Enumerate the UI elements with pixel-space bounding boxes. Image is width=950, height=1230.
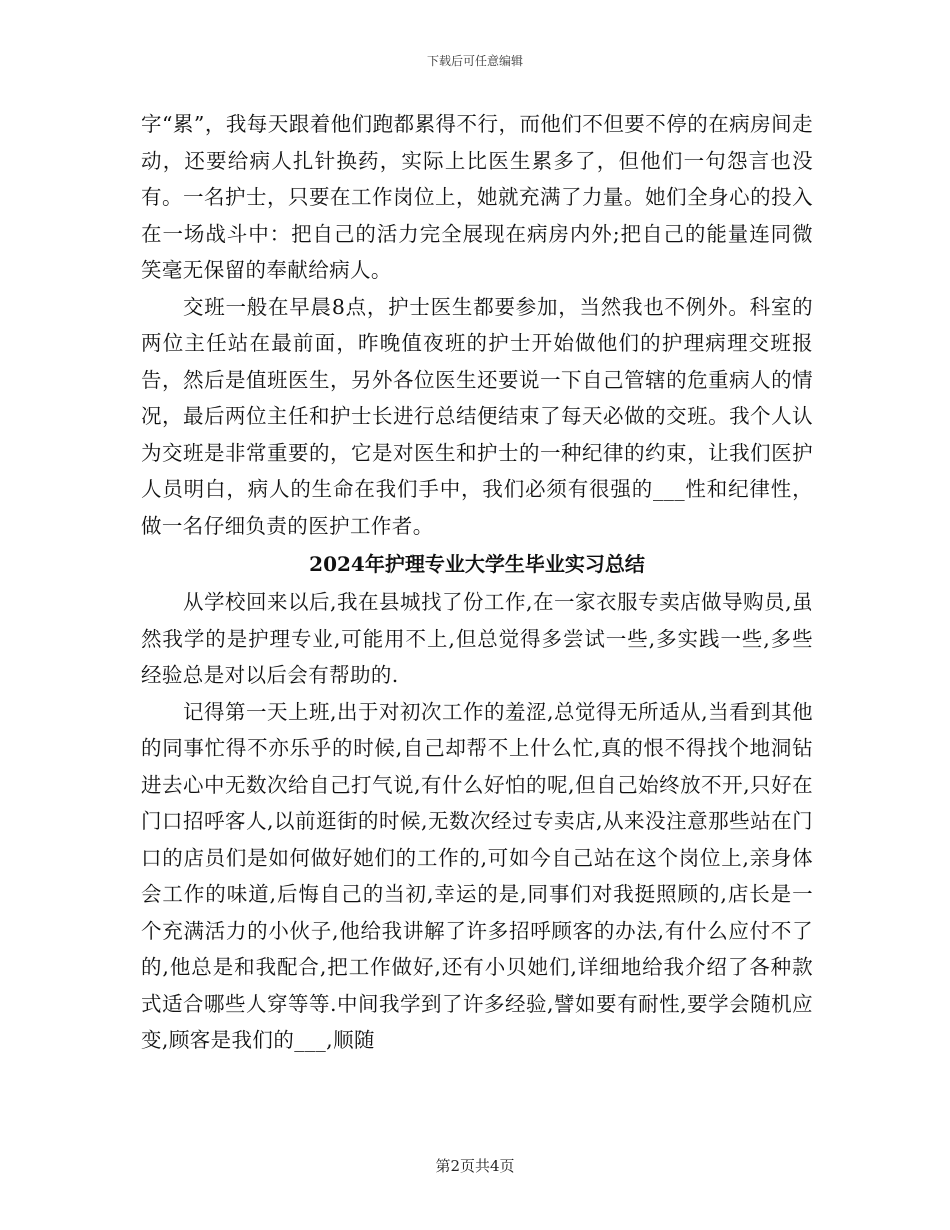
paragraph-continued: 字“累”，我每天跟着他们跑都累得不行，而他们不但要不停的在病房间走动，还要给病人扎针换药，实际上比医生累多了，但他们一句怨言也没有。一名护士，只要在工作岗位上，她就充满了力量。她们全身心的投入在一场战斗中：把自己的活力完全展现在病房内外;把自己的能量连同微笑毫无保留的奉献给病人。 [141, 112, 813, 282]
paragraph-handover: 交班一般在早晨8点，护士医生都要参加，当然我也不例外。科室的两位主任站在最前面，昨晚值夜班的护士开始做他们的护理病理交班报告，然后是值班医生，另外各位医生还要说一下自己管辖的危重病人的情况，最后两位主任和护士长进行总结便结束了每天必做的交班。我个人认为交班是非常重要的，它是对医生和护士的一种纪律的约束，让我们医护人员明白，病人的生命在我们手中，我们必须有很强的___性和纪律性，做一名仔细负责的医护工作者。 [141, 294, 813, 538]
paragraph-job-intro: 从学校回来以后,我在县城找了份工作,在一家衣服专卖店做导购员,虽然我学的是护理专业,可能用不上,但总觉得多尝试一些,多实践一些,多些经验总是对以后会有帮助的. [141, 590, 813, 687]
paragraph-first-day: 记得第一天上班,出于对初次工作的羞涩,总觉得无所适从,当看到其他的同事忙得不亦乐乎的时候,自己却帮不上什么忙,真的恨不得找个地洞钻进去心中无数次给自己打气说,有什么好怕的呢,但自己始终放不开,只好在门口招呼客人,以前逛街的时候,无数次经过专卖店,从来没注意那些站在门口的店员们是如何做好她们的工作的,可如今自己站在这个岗位上,亲身体会工作的味道,后悔自己的当初,幸运的是,同事们对我挺照顾的,店长是一个充满活力的小伙子,他给我讲解了许多招呼顾客的办法,有什么应付不了的,他总是和我配合,把工作做好,还有小贝她们,详细地给我介绍了各种款式适合哪些人穿等等.中间我学到了许多经验,譬如要有耐性,要学会随机应变,顾客是我们的___,顺随 [141, 699, 813, 1052]
page-number: 第2页共4页 [435, 1157, 515, 1175]
section-heading: 2024年护理专业大学生毕业实习总结 [309, 552, 645, 576]
page-header-note: 下载后可任意编辑 [426, 54, 523, 68]
document-body [141, 106, 813, 1059]
